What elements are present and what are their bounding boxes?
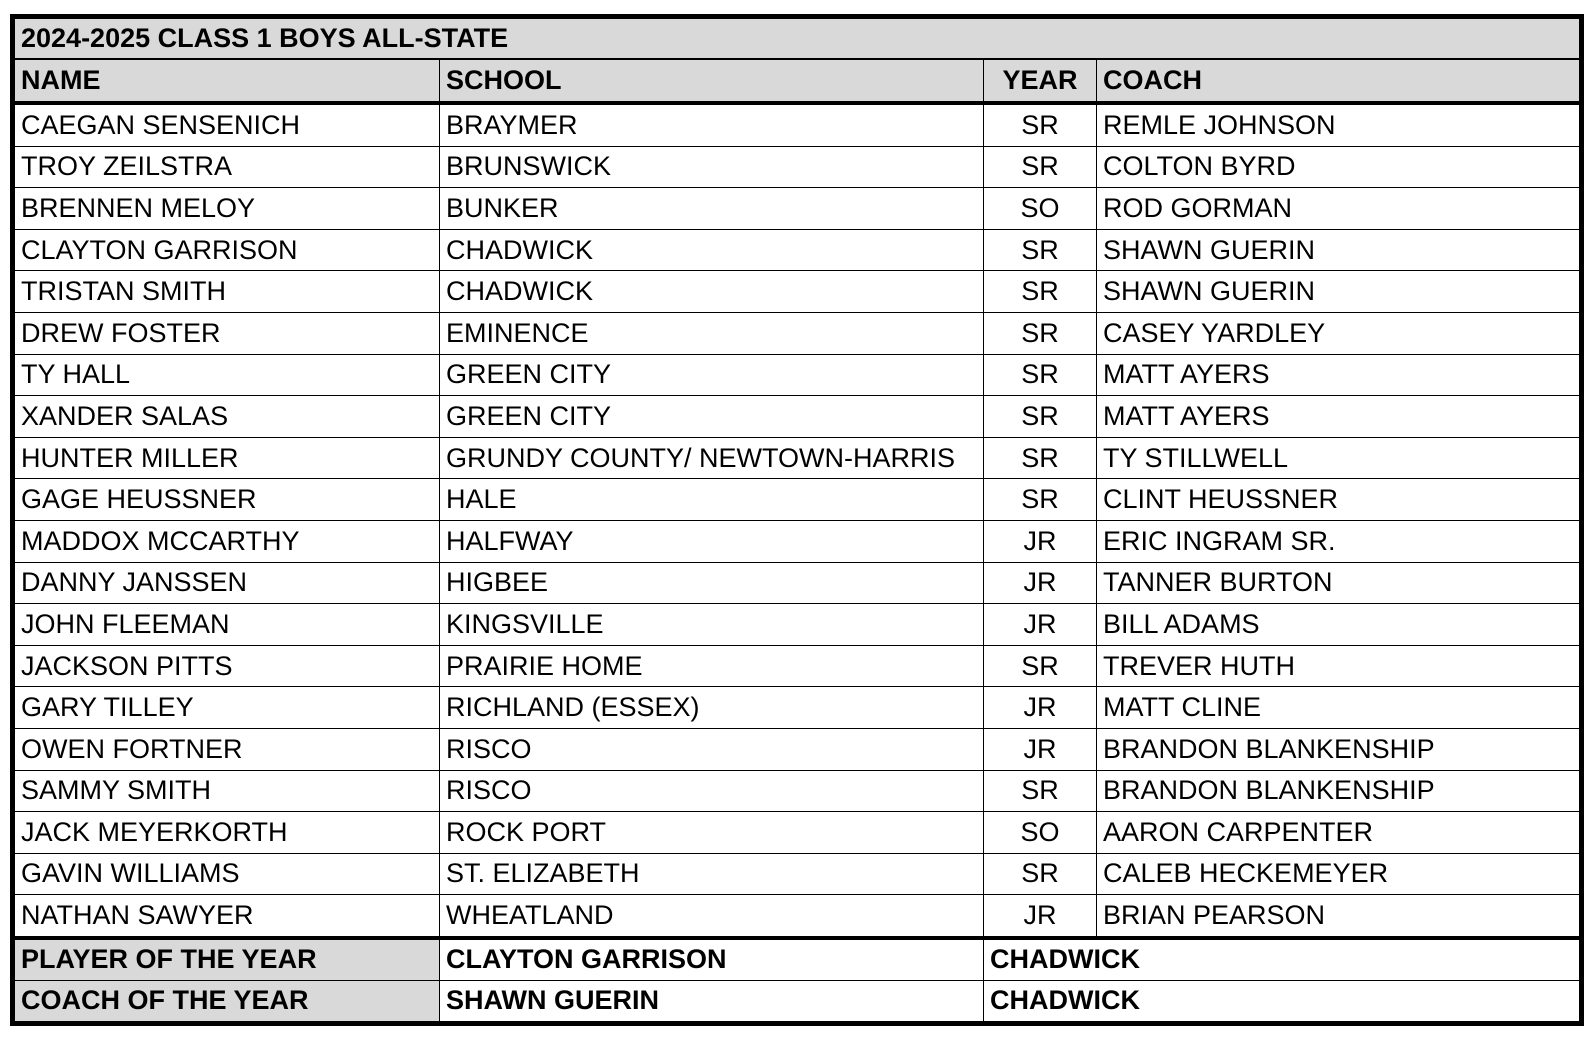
school-name: WHEATLAND	[440, 895, 984, 938]
table-row	[15, 354, 1580, 396]
table-row	[15, 520, 1580, 562]
class-year: SR	[984, 479, 1097, 521]
award-label: COACH OF THE YEAR	[15, 980, 440, 1021]
table-row	[15, 437, 1580, 479]
school-name: CHADWICK	[440, 229, 984, 271]
coach-name: TANNER BURTON	[1097, 562, 1580, 604]
school-name: RISCO	[440, 770, 984, 812]
player-name: MADDOX MCCARTHY	[15, 520, 440, 562]
coach-name: ERIC INGRAM SR.	[1097, 520, 1580, 562]
table-row	[15, 188, 1580, 230]
class-year: SR	[984, 271, 1097, 313]
coach-name: BRIAN PEARSON	[1097, 895, 1580, 938]
school-name: HALFWAY	[440, 520, 984, 562]
player-name: NATHAN SAWYER	[15, 895, 440, 938]
column-header-school: SCHOOL	[440, 59, 984, 103]
player-name: OWEN FORTNER	[15, 728, 440, 770]
player-name: JACK MEYERKORTH	[15, 812, 440, 854]
award-recipient: SHAWN GUERIN	[440, 980, 984, 1021]
coach-name: COLTON BYRD	[1097, 146, 1580, 188]
award-recipient: CLAYTON GARRISON	[440, 938, 984, 981]
award-row	[15, 980, 1580, 1021]
table-row	[15, 812, 1580, 854]
school-name: GRUNDY COUNTY/ NEWTOWN-HARRIS	[440, 437, 984, 479]
award-school: CHADWICK	[984, 980, 1580, 1021]
table-row	[15, 479, 1580, 521]
table-title: 2024-2025 CLASS 1 BOYS ALL-STATE	[15, 19, 1580, 60]
award-row	[15, 938, 1580, 981]
header-row	[15, 59, 1580, 103]
school-name: ROCK PORT	[440, 812, 984, 854]
school-name: HALE	[440, 479, 984, 521]
school-name: CHADWICK	[440, 271, 984, 313]
class-year: SR	[984, 437, 1097, 479]
title-row	[15, 19, 1580, 60]
school-name: EMINENCE	[440, 312, 984, 354]
table-row	[15, 895, 1580, 938]
class-year: SR	[984, 229, 1097, 271]
coach-name: BRANDON BLANKENSHIP	[1097, 728, 1580, 770]
coach-name: MATT AYERS	[1097, 354, 1580, 396]
class-year: SO	[984, 188, 1097, 230]
column-header-name: NAME	[15, 59, 440, 103]
school-name: HIGBEE	[440, 562, 984, 604]
school-name: RICHLAND (ESSEX)	[440, 687, 984, 729]
school-name: GREEN CITY	[440, 396, 984, 438]
table-row	[15, 396, 1580, 438]
coach-name: CASEY YARDLEY	[1097, 312, 1580, 354]
award-label: PLAYER OF THE YEAR	[15, 938, 440, 981]
player-name: JACKSON PITTS	[15, 645, 440, 687]
player-name: BRENNEN MELOY	[15, 188, 440, 230]
class-year: SR	[984, 103, 1097, 146]
table-row	[15, 103, 1580, 146]
coach-name: BRANDON BLANKENSHIP	[1097, 770, 1580, 812]
player-name: SAMMY SMITH	[15, 770, 440, 812]
award-school: CHADWICK	[984, 938, 1580, 981]
table-row	[15, 271, 1580, 313]
school-name: KINGSVILLE	[440, 604, 984, 646]
player-name: GARY TILLEY	[15, 687, 440, 729]
coach-name: BILL ADAMS	[1097, 604, 1580, 646]
class-year: JR	[984, 604, 1097, 646]
class-year: JR	[984, 562, 1097, 604]
class-year: SR	[984, 853, 1097, 895]
player-name: HUNTER MILLER	[15, 437, 440, 479]
coach-name: CALEB HECKEMEYER	[1097, 853, 1580, 895]
player-name: TY HALL	[15, 354, 440, 396]
school-name: BRAYMER	[440, 103, 984, 146]
table-row	[15, 645, 1580, 687]
table-row	[15, 312, 1580, 354]
coach-name: REMLE JOHNSON	[1097, 103, 1580, 146]
all-state-sheet	[10, 14, 1584, 1026]
class-year: JR	[984, 687, 1097, 729]
coach-name: ROD GORMAN	[1097, 188, 1580, 230]
class-year: JR	[984, 520, 1097, 562]
class-year: JR	[984, 728, 1097, 770]
all-state-table	[14, 18, 1580, 1022]
table-row	[15, 728, 1580, 770]
player-name: TROY ZEILSTRA	[15, 146, 440, 188]
class-year: JR	[984, 895, 1097, 938]
player-name: DANNY JANSSEN	[15, 562, 440, 604]
player-name: JOHN FLEEMAN	[15, 604, 440, 646]
class-year: SR	[984, 396, 1097, 438]
table-row	[15, 687, 1580, 729]
coach-name: AARON CARPENTER	[1097, 812, 1580, 854]
school-name: RISCO	[440, 728, 984, 770]
player-name: DREW FOSTER	[15, 312, 440, 354]
coach-name: CLINT HEUSSNER	[1097, 479, 1580, 521]
table-row	[15, 146, 1580, 188]
school-name: BUNKER	[440, 188, 984, 230]
class-year: SR	[984, 146, 1097, 188]
table-row	[15, 229, 1580, 271]
coach-name: MATT CLINE	[1097, 687, 1580, 729]
table-row	[15, 562, 1580, 604]
class-year: SO	[984, 812, 1097, 854]
player-name: XANDER SALAS	[15, 396, 440, 438]
coach-name: MATT AYERS	[1097, 396, 1580, 438]
player-name: GAGE HEUSSNER	[15, 479, 440, 521]
class-year: SR	[984, 354, 1097, 396]
school-name: PRAIRIE HOME	[440, 645, 984, 687]
coach-name: TREVER HUTH	[1097, 645, 1580, 687]
table-row	[15, 604, 1580, 646]
class-year: SR	[984, 645, 1097, 687]
school-name: BRUNSWICK	[440, 146, 984, 188]
school-name: ST. ELIZABETH	[440, 853, 984, 895]
school-name: GREEN CITY	[440, 354, 984, 396]
table-row	[15, 770, 1580, 812]
player-name: CAEGAN SENSENICH	[15, 103, 440, 146]
column-header-year: YEAR	[984, 59, 1097, 103]
column-header-coach: COACH	[1097, 59, 1580, 103]
coach-name: SHAWN GUERIN	[1097, 229, 1580, 271]
player-name: TRISTAN SMITH	[15, 271, 440, 313]
player-name: GAVIN WILLIAMS	[15, 853, 440, 895]
table-row	[15, 853, 1580, 895]
player-name: CLAYTON GARRISON	[15, 229, 440, 271]
class-year: SR	[984, 312, 1097, 354]
coach-name: SHAWN GUERIN	[1097, 271, 1580, 313]
class-year: SR	[984, 770, 1097, 812]
coach-name: TY STILLWELL	[1097, 437, 1580, 479]
